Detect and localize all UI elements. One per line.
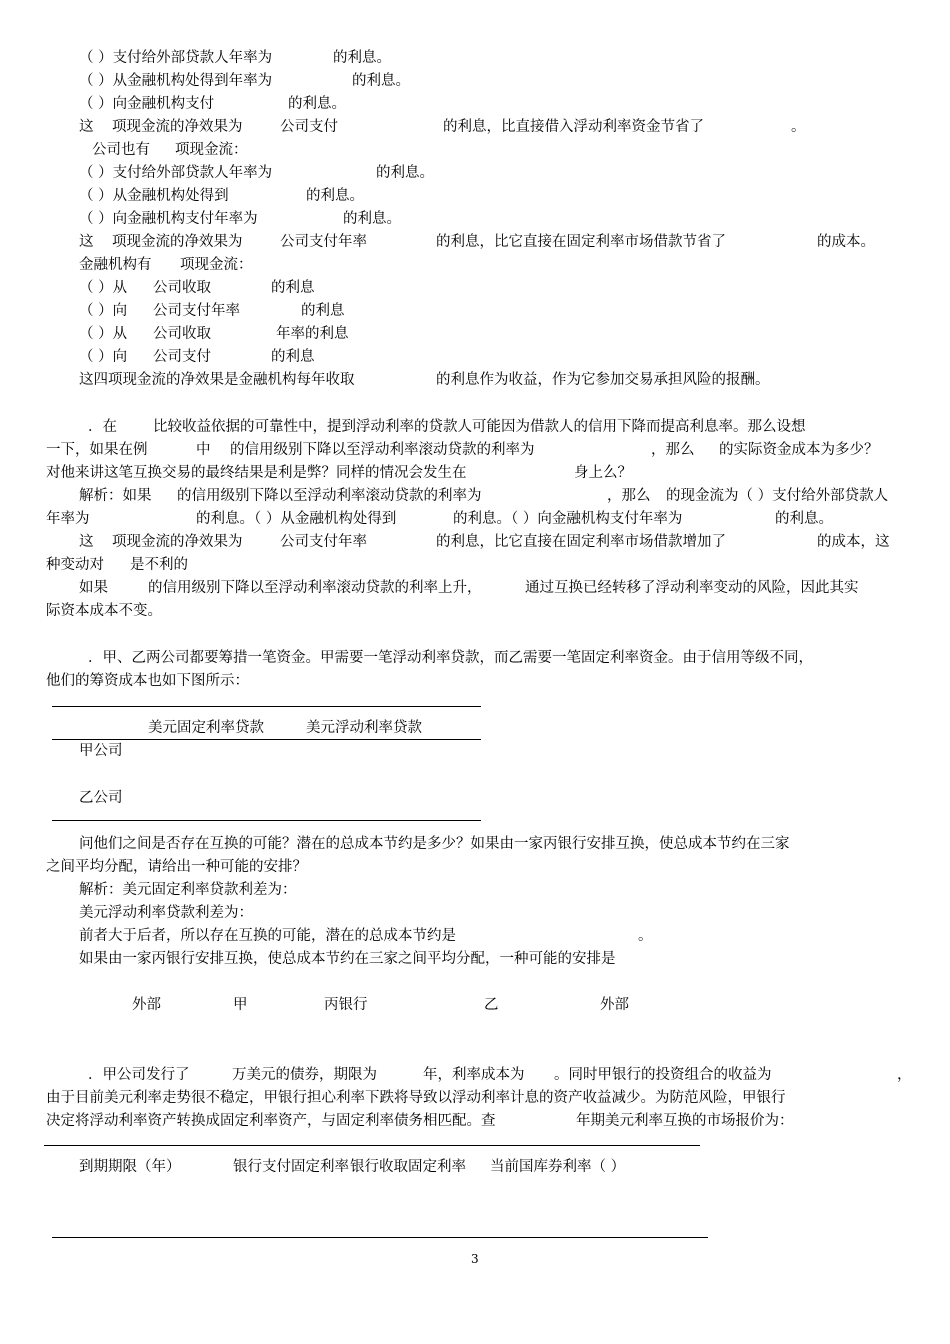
text-line: ，那么 [651, 442, 695, 458]
text-line: 的利息。 [333, 50, 391, 66]
text-line: 项现金流： [175, 142, 248, 158]
text-line: 的利息。（ ）从金融机构处得到 [196, 511, 397, 527]
text-line: 比较收益依据的可靠性中，提到浮动利率的贷款人可能因为借款人的信用下降而提高利息率。那么设想 [153, 419, 806, 435]
text-line: 之间平均分配，请给出一种可能的安排？ [46, 859, 307, 875]
text-line: 甲 [233, 997, 248, 1013]
text-line: 项现金流的净效果为 [112, 234, 243, 250]
text-line: 丙银行 [324, 997, 368, 1013]
text-line: 这 [79, 534, 94, 550]
text-line: （ ）从金融机构处得到年率为 [79, 73, 273, 89]
text-line: 的现金流为（ ）支付给外部贷款人 [666, 488, 889, 504]
text-line: （ ）支付给外部贷款人年率为 [79, 50, 273, 66]
text-line: ．在 [88, 419, 117, 435]
text-line: 银行支付固定利率 [233, 1159, 349, 1175]
text-line: 公司支付年率 [153, 303, 240, 319]
text-line: 种变动对 [46, 557, 104, 573]
page-number: 3 [471, 1252, 479, 1266]
text-line: ．甲、乙两公司都要筹措一笔资金。甲需要一笔浮动利率贷款，而乙需要一笔固定利率资金。由于信用等级不同， [88, 650, 813, 666]
text-line: 当前国库券利率（ ） [490, 1159, 626, 1175]
text-line: （ ）从 [79, 326, 128, 342]
text-line: （ ）向 [79, 349, 128, 365]
text-line: 际资本成本不变。 [46, 603, 162, 619]
text-line: 公司也有 [92, 142, 150, 158]
text-line: 年，利率成本为 [423, 1067, 525, 1083]
text-line: 项现金流的净效果为 [112, 534, 243, 550]
quote-table-top-rule [44, 1145, 700, 1146]
text-line: 公司收取 [153, 326, 211, 342]
text-line: （ ）向金融机构支付年率为 [79, 211, 258, 227]
text-line: 。 [638, 928, 653, 944]
text-line: 他们的筹资成本也如下图所示： [46, 673, 249, 689]
text-line: 的利息。（ ）向金融机构支付年率为 [453, 511, 683, 527]
text-line: 公司收取 [153, 280, 211, 296]
text-line: 美元浮动利率贷款利差为： [79, 905, 253, 921]
text-line: （ ）从 [79, 280, 128, 296]
text-line: 万美元的债券，期限为 [232, 1067, 377, 1083]
text-line: 这 [79, 234, 94, 250]
text-line: 由于目前美元利率走势很不稳定，甲银行担心利率下跌将导致以浮动利率计息的资产收益减少。为防范风险，甲银行 [46, 1090, 786, 1106]
text-line: 对他来讲这笔互换交易的最终结果是利是弊？同样的情况会发生在 [46, 465, 467, 481]
text-line: 乙 [484, 997, 499, 1013]
text-line: 问他们之间是否存在互换的可能？潜在的总成本节约是多少？如果由一家丙银行安排互换，使总成本节约在三家 [79, 836, 790, 852]
table-top-rule [52, 706, 481, 707]
text-line: 的利息，比它直接在固定利率市场借款节省了 [436, 234, 726, 250]
text-line: 决定将浮动利率资产转换成固定利率资产，与固定利率债务相匹配。查 [46, 1113, 496, 1129]
text-line: 的利息 [271, 280, 315, 296]
text-line: 的信用级别下降以至浮动利率滚动贷款的利率为 [177, 488, 482, 504]
text-line: 的利息 [271, 349, 315, 365]
text-line: 的利息。 [343, 211, 401, 227]
quote-table-bottom-rule [52, 1237, 708, 1238]
text-line: 的利息作为收益，作为它参加交易承担风险的报酬。 [436, 372, 770, 388]
text-line: 如果由一家丙银行安排互换，使总成本节约在三家之间平均分配，一种可能的安排是 [79, 951, 616, 967]
text-line: 的利息。 [352, 73, 410, 89]
text-line: 美元浮动利率贷款 [306, 720, 422, 736]
text-line: 解析：如果 [79, 488, 152, 504]
text-line: 的利息。 [288, 96, 346, 112]
text-line: 解析：美元固定利率贷款利差为： [79, 882, 297, 898]
text-line: ， [897, 1067, 912, 1083]
text-line: 的实际资金成本为多少？ [719, 442, 879, 458]
text-line: 这四项现金流的净效果是金融机构每年收取 [79, 372, 355, 388]
text-line: 公司支付年率 [280, 234, 367, 250]
text-line: 银行收取固定利率 [350, 1159, 466, 1175]
text-line: 外部 [600, 997, 629, 1013]
text-line: 如果 [79, 580, 108, 596]
text-line: 的利息，比它直接在固定利率市场借款增加了 [436, 534, 726, 550]
text-line: 的成本。 [817, 234, 875, 250]
text-line: 项现金流的净效果为 [112, 119, 243, 135]
text-line: 公司支付 [153, 349, 211, 365]
text-line: 的利息 [301, 303, 345, 319]
table-header-rule [52, 739, 481, 740]
text-line: 项现金流： [180, 257, 253, 273]
text-line: 到期期限（年） [79, 1159, 181, 1175]
text-line: 身上么？ [574, 465, 632, 481]
text-line: （ ）向 [79, 303, 128, 319]
text-line: 美元固定利率贷款 [148, 720, 264, 736]
text-line: 通过互换已经转移了浮动利率变动的风险，因此其实 [525, 580, 859, 596]
text-line: 的信用级别下降以至浮动利率滚动贷款的利率为 [230, 442, 535, 458]
text-line: 。 [791, 119, 806, 135]
text-line: （ ）支付给外部贷款人年率为 [79, 165, 273, 181]
text-line: ．甲公司发行了 [88, 1067, 190, 1083]
text-line: ，那么 [607, 488, 651, 504]
text-line: 的成本，这 [817, 534, 890, 550]
text-line: 中 [196, 442, 211, 458]
text-line: 这 [79, 119, 94, 135]
text-line: 公司支付年率 [280, 534, 367, 550]
text-line: （ ）从金融机构处得到 [79, 188, 229, 204]
text-line: 乙公司 [79, 790, 123, 806]
text-line: 年率为 [46, 511, 90, 527]
text-line: 的利息，比直接借入浮动利率资金节省了 [443, 119, 704, 135]
text-line: 甲公司 [79, 743, 123, 759]
text-line: 。同时甲银行的投资组合的收益为 [554, 1067, 772, 1083]
text-line: 的利息。 [376, 165, 434, 181]
text-line: 是不利的 [130, 557, 188, 573]
text-line: 前者大于后者，所以存在互换的可能，潜在的总成本节约是 [79, 928, 456, 944]
text-line: 的利息。 [306, 188, 364, 204]
text-line: 的信用级别下降以至浮动利率滚动贷款的利率上升， [148, 580, 482, 596]
text-line: （ ）向金融机构支付 [79, 96, 215, 112]
text-line: 公司支付 [280, 119, 338, 135]
table-bottom-rule [52, 820, 481, 821]
text-line: 年期美元利率互换的市场报价为： [576, 1113, 794, 1129]
text-line: 年率的利息 [276, 326, 349, 342]
text-line: 的利息。 [775, 511, 833, 527]
text-line: 金融机构有 [79, 257, 152, 273]
text-line: 外部 [132, 997, 161, 1013]
text-line: 一下，如果在例 [46, 442, 148, 458]
